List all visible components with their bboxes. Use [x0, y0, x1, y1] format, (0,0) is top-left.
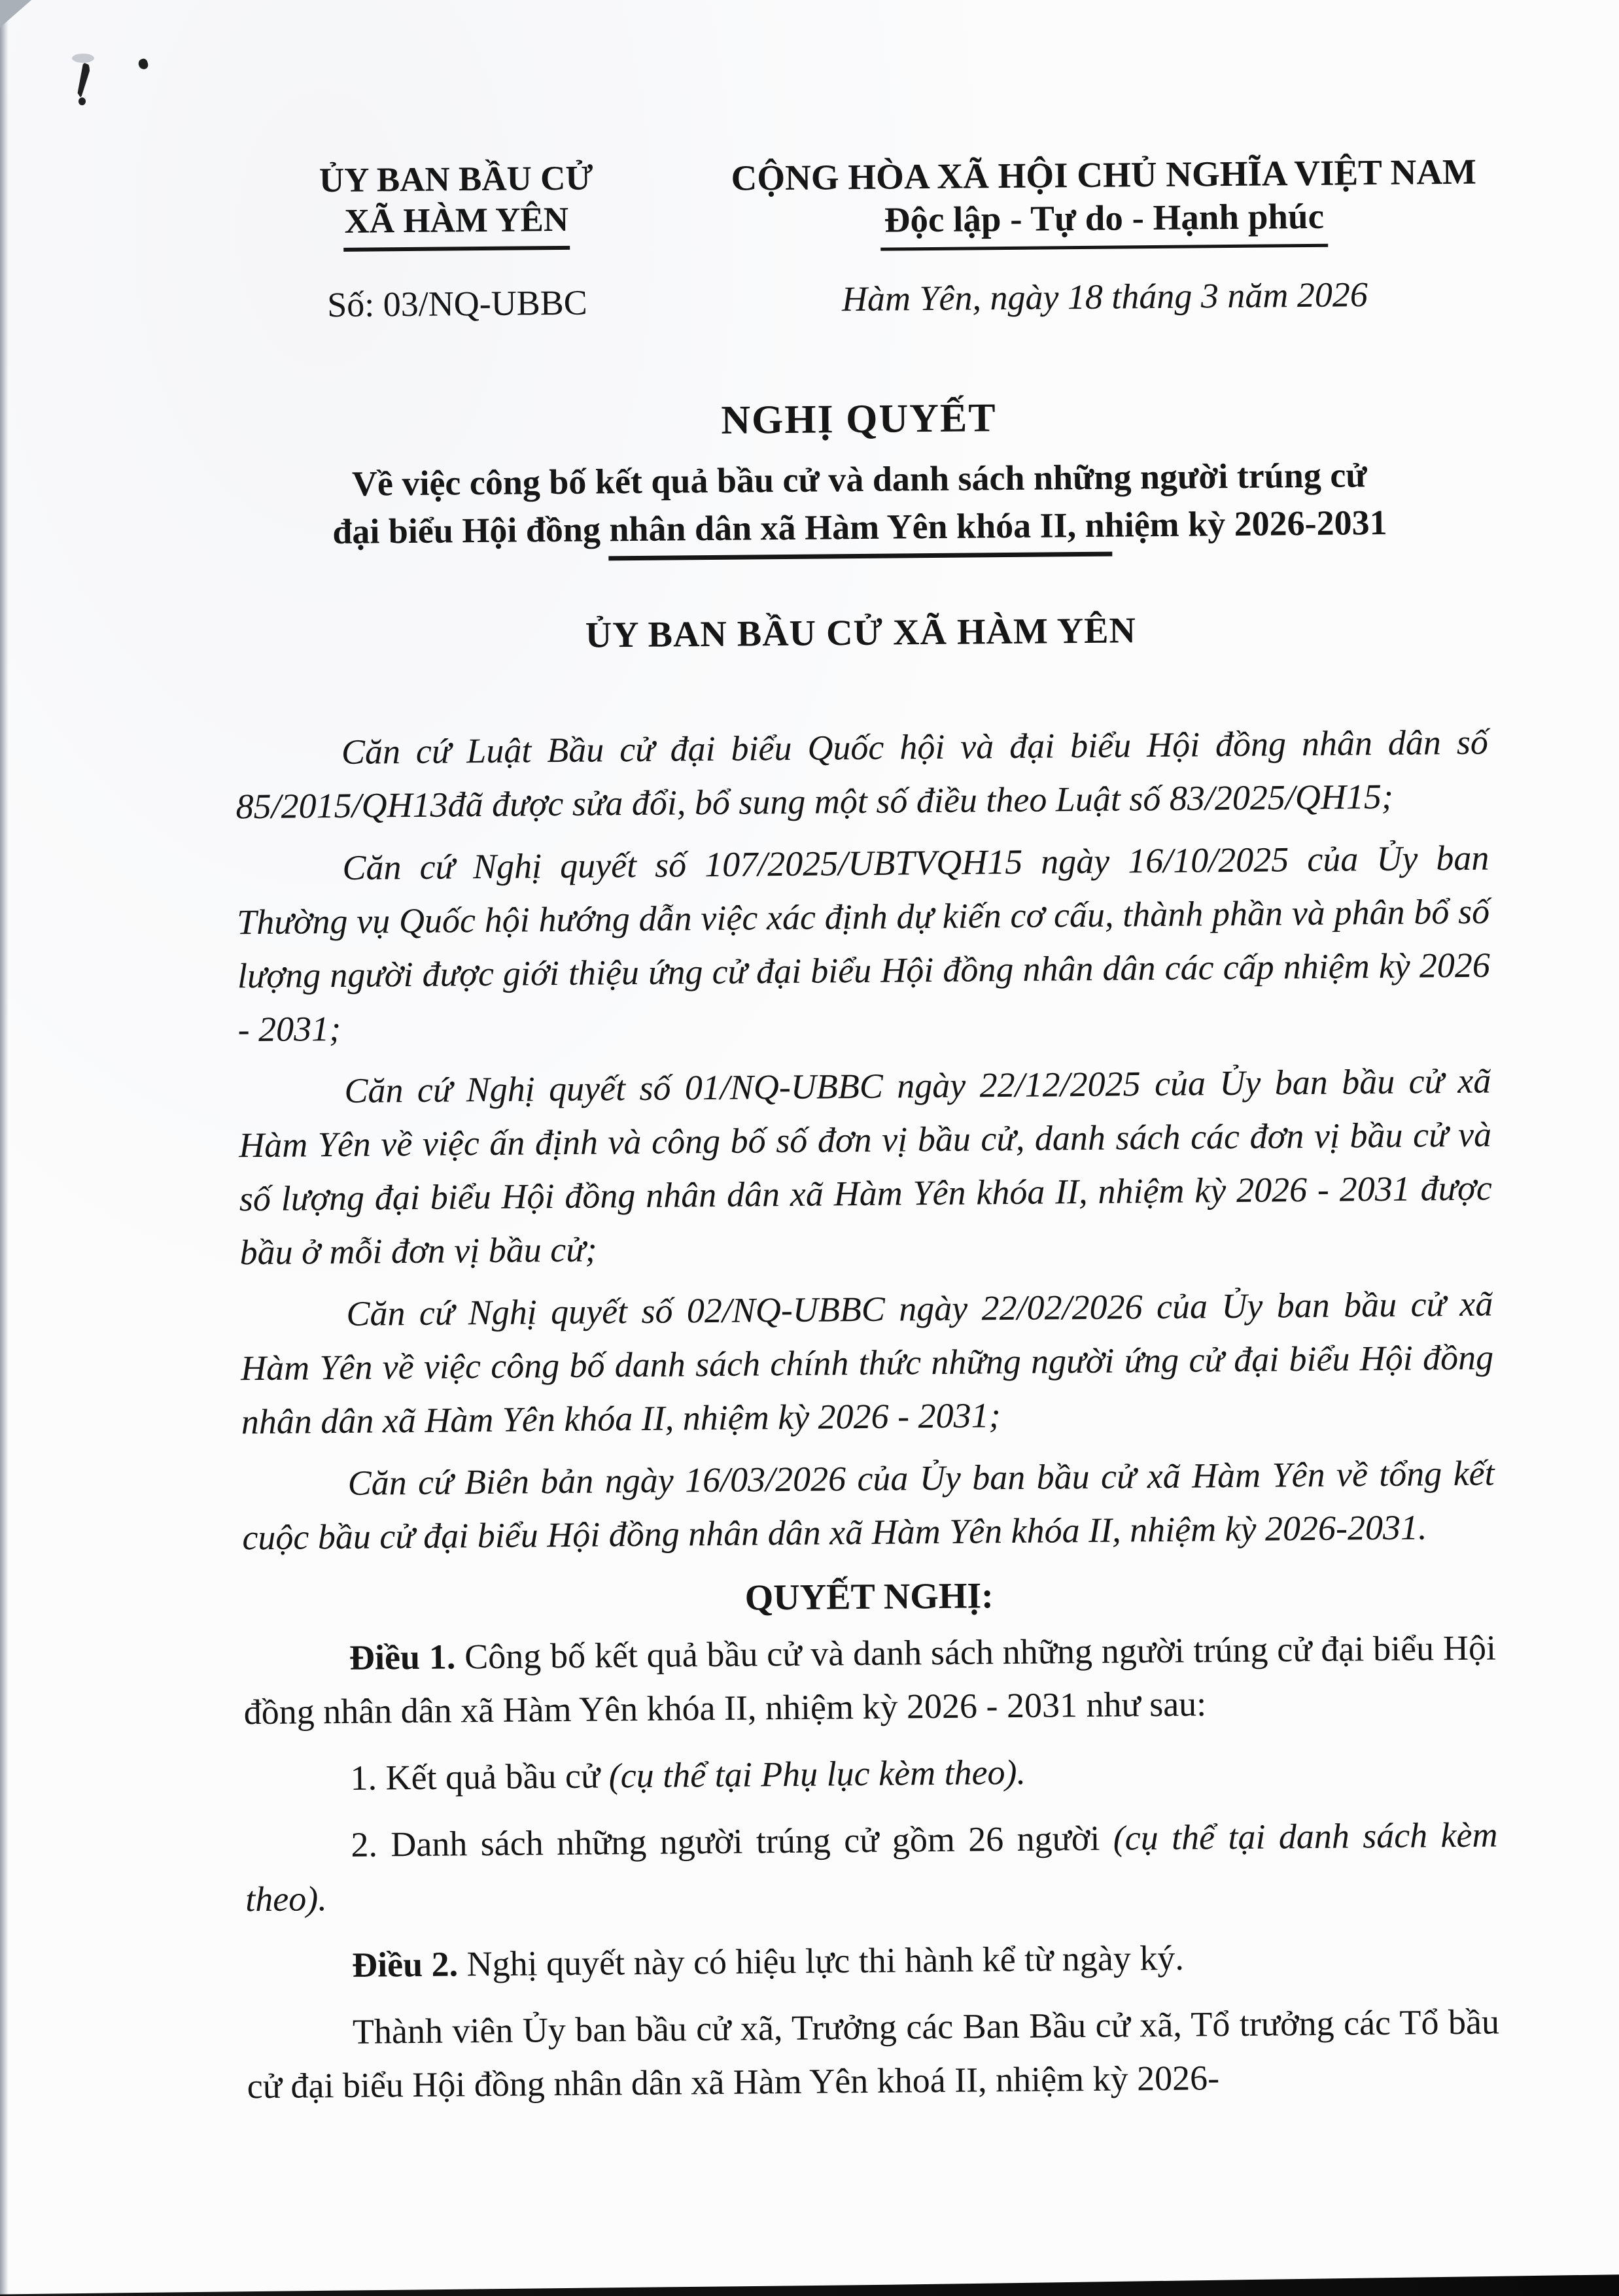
- preamble-paragraph-3: Căn cứ Nghị quyết số 01/NQ-UBBC ngày 22/12/2025 của Ủy ban bầu cử xã Hàm Yên về việc ấn định và công bố số đơn vị bầu cử, danh sách các đơn vị bầu cử và số lượng đại biểu Hội đồng nhân dân xã Hàm Yên khóa II, nhiệm kỳ 2026 - 2031 được bầu ở mỗi đơn vị bầu cử;: [238, 1061, 1493, 1273]
- issuing-authority-block: [243, 158, 670, 326]
- ink-dot-mark: [137, 58, 149, 71]
- document-subtitle-line1: Về việc công bố kết quả bầu cử và danh sách những người trúng cử: [351, 455, 1367, 504]
- article-2-text: Nghị quyết này có hiệu lực thi hành kể từ ngày ký.: [457, 1938, 1185, 1984]
- issuing-authority-name-line1: ỦY BAN BẦU CỬ: [319, 159, 593, 200]
- place-date-line: Hàm Yên, ngày 18 tháng 3 năm 2026: [841, 275, 1368, 319]
- list-item-1: [244, 1741, 1497, 1806]
- national-title: CỘNG HÒA XÃ HỘI CHỦ NGHĨA VIỆT NAM: [731, 151, 1477, 198]
- issuing-authority-underlined-text: XÃ HÀM YÊN: [343, 199, 570, 252]
- preamble-paragraph-1: Căn cứ Luật Bầu cử đại biểu Quốc hội và đại biểu Hội đồng nhân dân số 85/2015/QH13đã được sửa đổi, bổ sung một số điều theo Luật số 83/2025/QH15;: [235, 722, 1489, 827]
- list-item-2: [245, 1808, 1498, 1927]
- article-2-label: Điều 2.: [351, 1944, 459, 1985]
- article-2-paragraph: [246, 1928, 1499, 1993]
- preamble-paragraph-5: Căn cứ Biên bản ngày 16/03/2026 của Ủy ban bầu cử xã Hàm Yên về tổng kết cuộc bầu cử đại biểu Hội đồng nhân dân xã Hàm Yên khóa II, nhiệm kỳ 2026-2031.: [242, 1453, 1495, 1558]
- preamble-paragraph-4: Căn cứ Nghị quyết số 02/NQ-UBBC ngày 22/02/2026 của Ủy ban bầu cử xã Hàm Yên về việc công bố danh sách chính thức những người ứng cử đại biểu Hội đồng nhân dân xã Hàm Yên khóa II, nhiệm kỳ 2026 - 2031;: [240, 1284, 1494, 1442]
- list-item-2-text: 2. Danh sách những người trúng cử gồm 26 người: [351, 1818, 1114, 1864]
- scan-edge-bottom: [0, 2242, 1619, 2296]
- national-motto-block: [724, 150, 1484, 320]
- issuer-heading: ỦY BAN BẦU CỬ XÃ HÀM YÊN: [585, 610, 1137, 656]
- resolution-heading: QUYẾT NGHỊ:: [744, 1575, 994, 1619]
- document-subtitle-line2: đại biểu Hội đồng nhân dân xã Hàm Yên khóa II, nhiệm kỳ 2026-2031: [332, 502, 1387, 552]
- list-item-1-text: 1. Kết quả bầu cử: [350, 1756, 610, 1798]
- ink-dot-mark: [78, 97, 86, 105]
- preamble-paragraph-2: Căn cứ Nghị quyết số 107/2025/UBTVQH15 ngày 16/10/2025 của Ủy ban Thường vụ Quốc hội hướng dẫn việc xác định dự kiến cơ cấu, thành phần và phân bổ số lượng người được giới thiệu ứng cử đại biểu Hội đồng nhân dân các cấp nhiệm kỳ 2026 - 2031;: [236, 838, 1491, 1050]
- ink-smudge: [72, 54, 94, 63]
- national-motto-underlined-text: Độc lập - Tự do - Hạnh phúc: [880, 195, 1328, 251]
- list-item-1-note: (cụ thể tại Phụ lục kèm theo).: [608, 1752, 1026, 1796]
- document-title: NGHỊ QUYẾT: [721, 396, 997, 443]
- document-number: Số: 03/NQ-UBBC: [326, 283, 587, 325]
- national-motto: [725, 194, 1484, 252]
- document-header: [230, 150, 1484, 326]
- title-underline: [608, 552, 1112, 561]
- article-1-paragraph: [243, 1621, 1497, 1739]
- article-1-label: Điều 1.: [349, 1637, 456, 1677]
- closing-paragraph: Thành viên Ủy ban bầu cử xã, Trưởng các Ban Bầu cử xã, Tổ trưởng các Tổ bầu cử đại biểu Hội đồng nhân dân xã Hàm Yên khoá II, nhiệm kỳ 2026-: [247, 2002, 1500, 2106]
- document-content: [230, 150, 1500, 2114]
- issuing-authority-name-line2: [244, 199, 670, 253]
- scan-edge-left: [0, 0, 9, 2296]
- article-1-text: Công bố kết quả bầu cử và danh sách những người trúng cử đại biểu Hội đồng nhân dân xã Hàm Yên khóa II, nhiệm kỳ 2026 - 2031 như sau:: [243, 1628, 1497, 1732]
- list-item-2-note: (cụ thể tại danh sách kèm theo).: [245, 1815, 1498, 1919]
- title-block: [232, 391, 1486, 564]
- ink-stroke-mark: [73, 62, 92, 99]
